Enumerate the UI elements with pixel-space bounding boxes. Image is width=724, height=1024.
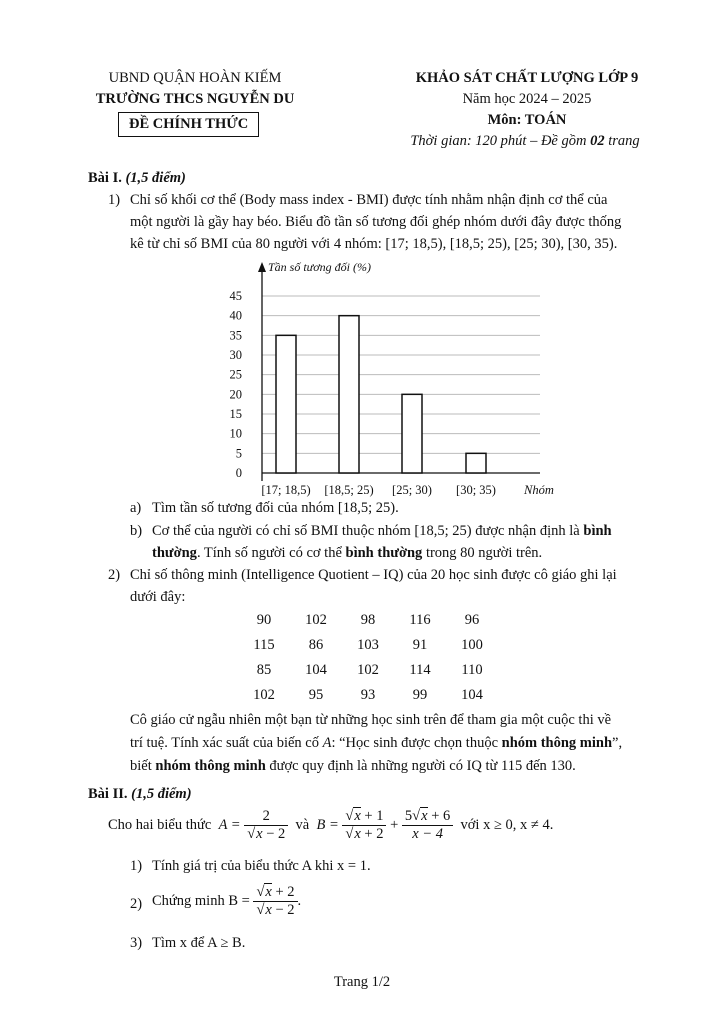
x-tick-label: [25; 30)	[392, 483, 432, 497]
exam-title: KHẢO SÁT CHẤT LƯỢNG LỚP 9	[415, 70, 639, 86]
iq-cell: 96	[464, 612, 480, 628]
y-tick-label: 20	[229, 387, 242, 402]
q1-line-1: Chỉ số khối cơ thể (Body mass index - BMI) được tính nhằm nhận định cơ thể của	[130, 192, 608, 208]
p3-number: 3)	[130, 935, 143, 951]
x-tick-label: [17; 18,5)	[261, 483, 311, 497]
y-tick-label: 40	[229, 308, 242, 323]
y-tick-label: 0	[235, 466, 242, 480]
p3-text: Tìm x để A ≥ B.	[152, 935, 246, 951]
y-tick-label: 35	[229, 328, 242, 343]
y-tick-label: 25	[229, 367, 242, 382]
bar	[402, 394, 422, 473]
iq-cell: 93	[360, 687, 376, 703]
y-tick-label: 5	[235, 446, 242, 461]
iq-cell: 90	[256, 612, 272, 628]
iq-cell: 102	[305, 612, 327, 628]
iq-row	[238, 608, 498, 633]
bai-1-heading: Bài I. (1,5 điểm)	[88, 170, 186, 186]
iq-row	[238, 683, 498, 708]
b-fraction-1: $\frac{√x + 1}{√x + 2}$	[342, 808, 386, 843]
exam-time: Thời gian: 120 phút – Đề gồm 02 trang	[410, 133, 640, 149]
q1-line-3: kê từ chỉ số BMI của 80 người với 4 nhóm: [17; 18,5), [18,5; 25), [25; 30), [30, 35).	[130, 236, 618, 252]
qa-number: a)	[130, 500, 142, 516]
subject: Môn: TOÁN	[487, 112, 567, 128]
y-tick-label: 30	[229, 348, 242, 362]
page-footer: Trang 1/2	[333, 974, 391, 990]
iq-cell: 116	[409, 612, 431, 628]
y-axis-arrow	[258, 262, 266, 272]
iq-table	[238, 608, 498, 708]
q2-line-1: Chỉ số thông minh (Intelligence Quotient – IQ) của 20 học sinh được cô giáo ghi lại	[130, 567, 617, 583]
school-year: Năm học 2024 – 2025	[462, 91, 592, 107]
iq-cell: 114	[409, 662, 431, 678]
x-axis-label: Nhóm	[524, 483, 554, 497]
p1-number: 1)	[130, 858, 143, 874]
official-label: ĐỀ CHÍNH THỨC	[118, 112, 259, 137]
iq-cell: 102	[253, 687, 275, 703]
a-label: A =	[218, 816, 241, 833]
q1-number: 1)	[108, 192, 121, 208]
q2-after-line-1: Cô giáo cử ngẫu nhiên một bạn từ những học sinh trên để tham gia một cuộc thi về	[130, 712, 612, 728]
qb-line-1: Cơ thể của người có chỉ số BMI thuộc nhóm [18,5; 25) được nhận định là bình	[152, 523, 612, 539]
iq-cell: 86	[308, 637, 324, 653]
iq-cell: 98	[360, 612, 376, 628]
q1-line-2: một người là gầy hay béo. Biểu đồ tần số tương đối ghép nhóm dưới đây được thống	[130, 214, 622, 230]
iq-cell: 110	[461, 662, 483, 678]
a-fraction: $\frac{2}{√x - 2}$	[244, 808, 288, 843]
iq-cell: 91	[412, 637, 428, 653]
iq-cell: 85	[256, 662, 272, 678]
bar	[339, 316, 359, 473]
q2-after-line-2: trí tuệ. Tính xác suất của biến cố A: “Học sinh được chọn thuộc nhóm thông minh”,	[130, 735, 623, 751]
x-tick-label: [18,5; 25)	[324, 483, 374, 497]
iq-cell: 102	[357, 662, 379, 678]
p1-text: Tính giá trị của biểu thức A khi x = 1.	[152, 858, 371, 874]
iq-row	[238, 658, 498, 683]
b-label: B =	[316, 816, 339, 833]
qb-line-2: thường. Tính số người có cơ thể bình thường trong 80 người trên.	[152, 545, 543, 561]
q2-after-line-3: biết nhóm thông minh được quy định là những người có IQ từ 115 đến 130.	[130, 758, 576, 774]
iq-cell: 103	[357, 637, 379, 653]
district-name: UBND QUẬN HOÀN KIẾM	[108, 70, 282, 86]
y-tick-label: 15	[229, 407, 242, 421]
q2-line-2: dưới đây:	[130, 589, 186, 605]
qa-text: Tìm tần số tương đối của nhóm [18,5; 25).	[152, 500, 399, 516]
iq-cell: 100	[461, 637, 483, 653]
expression-line: Cho hai biểu thức A = $\frac{2}{√x - 2}$ và B = $\frac{√x + 1}{√x + 2}$ + $\frac{5√x + 6}{x - 4}$ với x ≥ 0, x ≠ 4.	[108, 808, 554, 842]
x-tick-label: [30; 35)	[456, 483, 496, 497]
iq-cell: 104	[461, 687, 483, 703]
iq-row	[238, 633, 498, 658]
p2-number: 2)	[130, 896, 143, 912]
bar	[276, 335, 296, 473]
p2-text: Chứng minh B = $\frac{√x + 2}{√x - 2}$ .	[152, 884, 302, 918]
qb-number: b)	[130, 523, 143, 539]
iq-cell: 115	[253, 637, 275, 653]
iq-cell: 104	[305, 662, 327, 678]
iq-cell: 95	[308, 687, 324, 703]
y-axis-label: Tần số tương đối (%)	[268, 260, 371, 274]
p2-fraction: $\frac{√x + 2}{√x - 2}$	[253, 884, 297, 919]
iq-cell: 99	[412, 687, 428, 703]
school-name: TRƯỜNG THCS NGUYỄN DU	[95, 91, 295, 107]
bai-2-heading: Bài II. (1,5 điểm)	[88, 786, 192, 802]
bar	[466, 453, 486, 473]
y-tick-label: 45	[229, 289, 242, 303]
y-tick-label: 10	[229, 426, 242, 441]
b-fraction-2: $\frac{5√x + 6}{x - 4}$	[402, 808, 453, 843]
q2-number: 2)	[108, 567, 121, 583]
